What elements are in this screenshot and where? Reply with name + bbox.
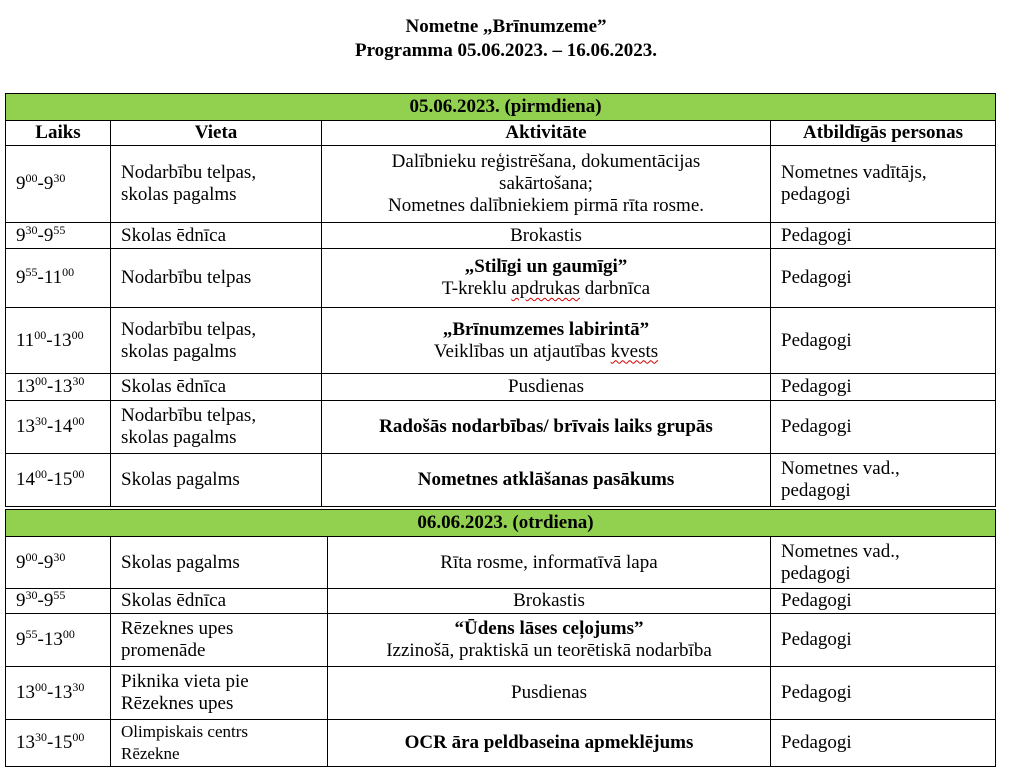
activity-cell bbox=[328, 614, 771, 667]
responsible-cell: Pedagogi bbox=[771, 249, 996, 308]
day-header: 06.06.2023. (otrdiena) bbox=[6, 510, 996, 537]
activity-title: „Brīnumzemes labirintā” bbox=[442, 318, 650, 340]
table-row bbox=[6, 537, 996, 589]
table-row bbox=[6, 146, 996, 223]
table-row bbox=[6, 308, 996, 374]
time-cell: $13^{00}-13^{30}$ bbox=[6, 667, 111, 720]
activity-cell: Nometnes atklāšanas pasākums bbox=[322, 454, 771, 507]
activity-cell bbox=[322, 249, 771, 308]
responsible-cell: Pedagogi bbox=[771, 667, 996, 720]
schedule-table-day2 bbox=[5, 509, 996, 767]
table-row bbox=[6, 401, 996, 454]
activity-cell: Radošās nodarbības/ brīvais laiks grupās bbox=[322, 401, 771, 454]
activity-cell: Rīta rosme, informatīvā lapa bbox=[328, 537, 771, 589]
time-cell: $9^{30}-9^{55}$ bbox=[6, 223, 111, 249]
column-header-responsible: Atbildīgās personas bbox=[771, 121, 996, 146]
activity-cell bbox=[322, 308, 771, 374]
responsible-cell: Nometnes vadītājs, pedagogi bbox=[771, 146, 996, 223]
responsible-cell: Pedagogi bbox=[771, 614, 996, 667]
table-row bbox=[6, 614, 996, 667]
place-cell: Nodarbību telpas, skolas pagalms bbox=[111, 401, 322, 454]
schedule-table-day1 bbox=[5, 93, 996, 507]
place-cell: Rēzeknes upes promenāde bbox=[111, 614, 328, 667]
time-cell: $9^{55}-13^{00}$ bbox=[6, 614, 111, 667]
responsible-cell: Pedagogi bbox=[771, 589, 996, 614]
table-row bbox=[6, 249, 996, 308]
responsible-cell: Pedagogi bbox=[771, 720, 996, 767]
table-row bbox=[6, 374, 996, 401]
table-row bbox=[6, 667, 996, 720]
activity-title: “Ūdens lāses ceļojums” bbox=[454, 618, 644, 639]
time-cell: $9^{30}-9^{55}$ bbox=[6, 589, 111, 614]
activity-description: Izzinošā, praktiskā un teorētiskā nodarbība bbox=[386, 640, 712, 661]
responsible-cell: Pedagogi bbox=[771, 401, 996, 454]
time-cell: $14^{00}-15^{00}$ bbox=[6, 454, 111, 507]
place-cell: Skolas ēdnīca bbox=[111, 589, 328, 614]
responsible-cell: Pedagogi bbox=[771, 374, 996, 401]
activity-cell: Pusdienas bbox=[328, 667, 771, 720]
place-cell: Skolas pagalms bbox=[111, 454, 322, 507]
column-header-activity: Aktivitāte bbox=[322, 121, 771, 146]
responsible-cell: Pedagogi bbox=[771, 223, 996, 249]
time-cell: $9^{00}-9^{30}$ bbox=[6, 146, 111, 223]
activity-description: T-kreklu apdrukas darbnīca bbox=[441, 278, 651, 299]
time-cell: $11^{00}-13^{00}$ bbox=[6, 308, 111, 374]
table-row bbox=[6, 589, 996, 614]
activity-cell: OCR āra peldbaseina apmeklējums bbox=[328, 720, 771, 767]
responsible-cell: Nometnes vad., pedagogi bbox=[771, 454, 996, 507]
table-row bbox=[6, 720, 996, 767]
place-cell: Olimpiskais centrs Rēzekne bbox=[111, 720, 328, 767]
time-cell: $13^{30}-15^{00}$ bbox=[6, 720, 111, 767]
responsible-cell: Pedagogi bbox=[771, 308, 996, 374]
document-title: Nometne „Brīnumzeme” bbox=[405, 16, 607, 37]
place-cell: Nodarbību telpas bbox=[111, 249, 322, 308]
day-header: 05.06.2023. (pirmdiena) bbox=[6, 94, 996, 121]
table-row bbox=[6, 223, 996, 249]
spellcheck-mark: apdrukas bbox=[511, 278, 580, 299]
place-cell: Piknika vieta pie Rēzeknes upes bbox=[111, 667, 328, 720]
responsible-cell: Nometnes vad., pedagogi bbox=[771, 537, 996, 589]
column-header-time: Laiks bbox=[6, 121, 111, 146]
activity-description: Veiklības un atjautības kvests bbox=[433, 340, 659, 362]
document-subtitle: Programma 05.06.2023. – 16.06.2023. bbox=[354, 40, 658, 61]
place-cell: Nodarbību telpas, skolas pagalms bbox=[111, 308, 322, 374]
time-cell: $9^{55}-11^{00}$ bbox=[6, 249, 111, 308]
activity-title: „Stilīgi un gaumīgi” bbox=[464, 256, 628, 277]
table-row bbox=[6, 454, 996, 507]
activity-cell: Brokastis bbox=[328, 589, 771, 614]
time-cell: $13^{30}-14^{00}$ bbox=[6, 401, 111, 454]
place-cell: Skolas ēdnīca bbox=[111, 374, 322, 401]
place-cell: Nodarbību telpas, skolas pagalms bbox=[111, 146, 322, 223]
activity-cell: Pusdienas bbox=[322, 374, 771, 401]
column-header-place: Vieta bbox=[111, 121, 322, 146]
spellcheck-mark: kvests bbox=[610, 340, 659, 362]
activity-cell: Dalībnieku reģistrēšana, dokumentācijas sakārtošana; Nometnes dalībniekiem pirmā rīta rosme. bbox=[322, 146, 771, 223]
place-cell: Skolas ēdnīca bbox=[111, 223, 322, 249]
activity-cell: Brokastis bbox=[322, 223, 771, 249]
place-cell: Skolas pagalms bbox=[111, 537, 328, 589]
time-cell: $9^{00}-9^{30}$ bbox=[6, 537, 111, 589]
document-header bbox=[0, 15, 1012, 63]
time-cell: $13^{00}-13^{30}$ bbox=[6, 374, 111, 401]
